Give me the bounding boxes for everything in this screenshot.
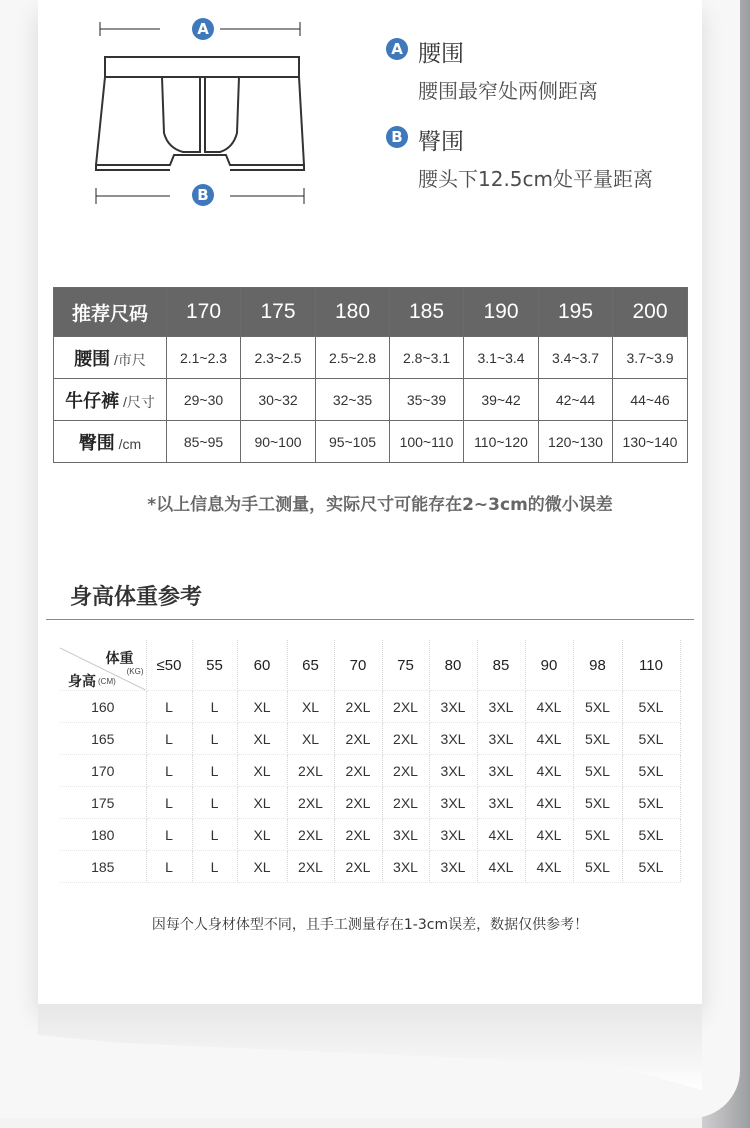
- waist-row-label: [54, 337, 167, 379]
- table-cell: 3XL: [477, 755, 525, 787]
- table-cell: 3XL: [477, 723, 525, 755]
- hip-title: 臀围: [418, 129, 464, 155]
- table-cell: 3XL: [382, 851, 429, 883]
- table-cell: L: [146, 851, 192, 883]
- table-cell: 3.4~3.7: [539, 337, 613, 379]
- height-weight-note: 因每个人身材体型不同，且手工测量存在1-3cm误差，数据仅供参考！: [151, 917, 589, 933]
- table-cell: 5XL: [622, 691, 680, 723]
- table-cell: XL: [287, 723, 334, 755]
- table-cell: 35~39: [390, 379, 464, 421]
- table-cell: 2XL: [334, 819, 382, 851]
- table-row: [60, 819, 680, 851]
- table-cell: 4XL: [525, 787, 573, 819]
- size-chart-table: [53, 287, 688, 463]
- size-header: 180: [316, 288, 390, 337]
- weight-header: 70: [334, 640, 382, 691]
- table-cell: L: [146, 819, 192, 851]
- table-cell: L: [146, 787, 192, 819]
- table-cell: 2XL: [334, 755, 382, 787]
- table-cell: 2XL: [382, 723, 429, 755]
- table-cell: 29~30: [167, 379, 241, 421]
- table-cell: XL: [287, 691, 334, 723]
- front-pouch-right: [205, 77, 239, 152]
- height-unit: (CM): [98, 677, 116, 686]
- weight-header: 55: [192, 640, 237, 691]
- table-cell: 3XL: [429, 723, 477, 755]
- corner-label-group: [60, 640, 146, 690]
- table-cell: 4XL: [525, 755, 573, 787]
- table-cell: L: [192, 723, 237, 755]
- waist-title: 腰围: [418, 41, 464, 67]
- hip-description: 腰头下12.5cm处平量距离: [418, 167, 654, 191]
- row-label-unit: /cm: [118, 435, 142, 452]
- row-label-main: 臀围: [78, 432, 115, 454]
- table-cell: XL: [237, 787, 287, 819]
- badge-b-diagram: B: [192, 184, 214, 206]
- badge-a-info: A: [386, 38, 408, 60]
- table-cell: 39~42: [464, 379, 539, 421]
- table-cell: 110~120: [464, 421, 539, 463]
- table-cell: 130~140: [613, 421, 688, 463]
- height-row-label: 175: [60, 787, 146, 819]
- table-cell: L: [192, 755, 237, 787]
- table-cell: 42~44: [539, 379, 613, 421]
- height-label: 身高: [68, 673, 96, 689]
- table-cell: XL: [237, 755, 287, 787]
- table-cell: 2XL: [382, 691, 429, 723]
- table-cell: L: [192, 851, 237, 883]
- table-cell: 3.7~3.9: [613, 337, 688, 379]
- table-row: [60, 787, 680, 819]
- table-cell: 5XL: [573, 691, 622, 723]
- table-cell: 3XL: [429, 787, 477, 819]
- table-cell: 3XL: [429, 819, 477, 851]
- row-label-unit: /尺寸: [123, 393, 155, 410]
- jeans-row-label: [54, 379, 167, 421]
- table-cell: XL: [237, 851, 287, 883]
- table-cell: 2.3~2.5: [241, 337, 316, 379]
- weight-header: 90: [525, 640, 573, 691]
- table-cell: XL: [237, 819, 287, 851]
- table-cell: 2.1~2.3: [167, 337, 241, 379]
- table-cell: 3.1~3.4: [464, 337, 539, 379]
- table-cell: 4XL: [477, 851, 525, 883]
- table-cell: 95~105: [316, 421, 390, 463]
- table-cell: 2XL: [334, 691, 382, 723]
- table-cell: 4XL: [525, 691, 573, 723]
- table-cell: 5XL: [622, 851, 680, 883]
- row-label-main: 腰围: [74, 348, 111, 370]
- size-header: 195: [539, 288, 613, 337]
- table-cell: 5XL: [573, 851, 622, 883]
- table-cell: 2.8~3.1: [390, 337, 464, 379]
- table-cell: 5XL: [573, 755, 622, 787]
- height-row-label: 185: [60, 851, 146, 883]
- table-cell: 30~32: [241, 379, 316, 421]
- table-cell: 3XL: [429, 691, 477, 723]
- weight-header: 60: [237, 640, 287, 691]
- size-header: 170: [167, 288, 241, 337]
- row-label-main: 牛仔裤: [65, 390, 120, 412]
- table-cell: 2XL: [382, 755, 429, 787]
- table-cell: 3XL: [382, 819, 429, 851]
- height-weight-table: [60, 640, 681, 883]
- table-cell: L: [192, 787, 237, 819]
- table-row: [60, 723, 680, 755]
- table-cell: L: [146, 691, 192, 723]
- height-weight-corner: [60, 640, 146, 691]
- size-header: 185: [390, 288, 464, 337]
- weight-header-row: [60, 640, 680, 691]
- table-cell: 5XL: [622, 787, 680, 819]
- table-cell: 2XL: [334, 723, 382, 755]
- table-cell: 5XL: [573, 723, 622, 755]
- size-header: 200: [613, 288, 688, 337]
- table-cell: 5XL: [622, 819, 680, 851]
- table-cell: 4XL: [525, 819, 573, 851]
- table-cell: 120~130: [539, 421, 613, 463]
- table-row: [60, 691, 680, 723]
- table-cell: 3XL: [429, 851, 477, 883]
- table-cell: 3XL: [477, 691, 525, 723]
- table-cell: 100~110: [390, 421, 464, 463]
- weight-header: ≤50: [146, 640, 192, 691]
- weight-header: 85: [477, 640, 525, 691]
- weight-header: 65: [287, 640, 334, 691]
- weight-header: 75: [382, 640, 429, 691]
- table-cell: 2XL: [334, 787, 382, 819]
- table-cell: 2XL: [334, 851, 382, 883]
- height-row-label: 160: [60, 691, 146, 723]
- table-cell: L: [146, 723, 192, 755]
- height-row-label: 180: [60, 819, 146, 851]
- table-cell: 2XL: [382, 787, 429, 819]
- table-cell: L: [146, 755, 192, 787]
- table-row: [60, 851, 680, 883]
- size-header: 190: [464, 288, 539, 337]
- size-header: 175: [241, 288, 316, 337]
- size-table-note: *以上信息为手工测量，实际尺寸可能存在2~3cm的微小误差: [147, 495, 613, 515]
- table-cell: 3XL: [429, 755, 477, 787]
- hip-row-label: [54, 421, 167, 463]
- table-cell: 4XL: [477, 819, 525, 851]
- section-divider: [46, 619, 694, 620]
- weight-header: 98: [573, 640, 622, 691]
- height-row-label: 170: [60, 755, 146, 787]
- table-cell: L: [192, 691, 237, 723]
- table-cell: 85~95: [167, 421, 241, 463]
- table-cell: XL: [237, 691, 287, 723]
- recommended-size-header: 推荐尺码: [54, 288, 167, 337]
- table-cell: 3XL: [477, 787, 525, 819]
- height-weight-title: 身高体重参考: [70, 585, 203, 610]
- table-cell: 32~35: [316, 379, 390, 421]
- waist-description: 腰围最窄处两侧距离: [418, 79, 598, 103]
- jeans-row: [54, 379, 688, 421]
- table-cell: 2XL: [287, 851, 334, 883]
- waistband-outline: [105, 57, 299, 77]
- height-row-label: 165: [60, 723, 146, 755]
- badge-b-info: B: [386, 126, 408, 148]
- table-row: [60, 755, 680, 787]
- front-pouch-left: [162, 77, 200, 152]
- table-cell: 2XL: [287, 755, 334, 787]
- weight-unit: (KG): [126, 667, 144, 676]
- table-cell: 4XL: [525, 851, 573, 883]
- hip-row: [54, 421, 688, 463]
- size-chart-header-row: [54, 288, 688, 337]
- row-label-unit: /市尺: [114, 351, 146, 368]
- weight-header: 80: [429, 640, 477, 691]
- table-cell: 5XL: [622, 755, 680, 787]
- table-cell: 2XL: [287, 819, 334, 851]
- table-cell: 90~100: [241, 421, 316, 463]
- table-cell: 5XL: [573, 787, 622, 819]
- weight-header: 110: [622, 640, 680, 691]
- waist-row: [54, 337, 688, 379]
- table-cell: 4XL: [525, 723, 573, 755]
- table-cell: 5XL: [622, 723, 680, 755]
- table-cell: 44~46: [613, 379, 688, 421]
- table-cell: L: [192, 819, 237, 851]
- table-cell: XL: [237, 723, 287, 755]
- table-cell: 2XL: [287, 787, 334, 819]
- weight-label: 体重: [105, 650, 134, 666]
- badge-a-diagram: A: [192, 18, 214, 40]
- table-cell: 2.5~2.8: [316, 337, 390, 379]
- table-cell: 5XL: [573, 819, 622, 851]
